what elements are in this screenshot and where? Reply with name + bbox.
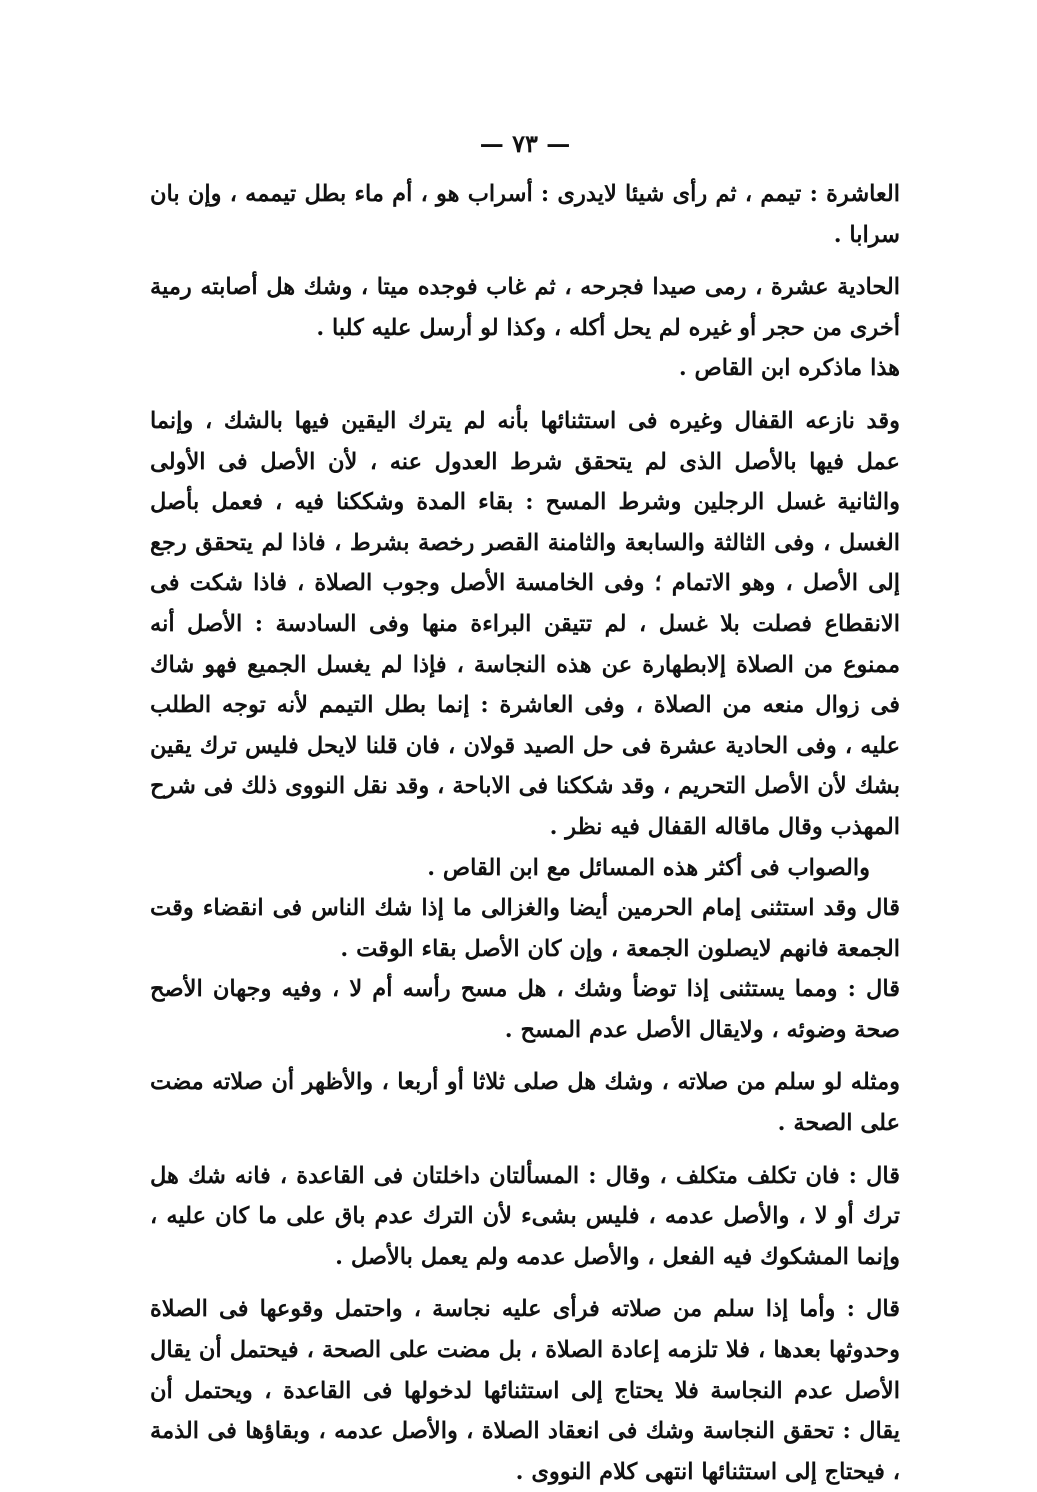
page-number: — ٧٣ — bbox=[479, 129, 571, 158]
paragraph-eleventh-case: الحادية عشرة ، رمى صيدا فجرحه ، ثم غاب فوجده ميتا ، وشك هل أصابته رمية أخرى من حجر أو غيره لم يحل أكله ، وكذا لو أرسل عليه كلبا . bbox=[150, 274, 900, 341]
paragraph-two-cases: قال : فان تكلف متكلف ، وقال : المسألتان داخلتان فى القاعدة ، فانه شك هل ترك أو لا ، والأصل عدمه ، فليس بشىء لأن الترك عدم باق على ما كان عليه ، وإنما المشكوك فيه الفعل ، والأصل عدمه ولم يعمل بالأصل . bbox=[150, 1162, 900, 1270]
paragraph-prayer-count-doubt: ومثله لو سلم من صلاته ، وشك هل صلى ثلاثا أو أربعا ، والأظهر أن صلاته مضت على الصحة . bbox=[150, 1069, 900, 1137]
paragraph-qaffal-dispute: وقد نازعه القفال وغيره فى استثنائها بأنه لم يترك اليقين فيها بالشك ، وإنما عمل فيها بالأصل الذى لم يتحقق شرط العدول عنه ، لأن الأصل فى الأولى والثانية غسل الرجلين وشرط المسح : بقاء المدة وشككنا فيه ، فعمل بأصل الغسل ، وفى الثالثة والسابعة والثامنة القصر رخصة بشرط ، فاذا لم يتحقق رجع إلى الأصل ، وهو الاتمام ؛ وفى الخامسة الأصل وجوب الصلاة ، فاذا شكت فى الانقطاع فصلت بلا غسل ، لم تتيقن البراءة منها وفى السادسة : الأصل أنه ممنوع من الصلاة إلابطهارة عن هذه النجاسة ، فإذا لم يغسل الجميع فهو شاك فى زوال منعه من الصلاة ، وفى العاشرة : إنما بطل التيمم لأنه توجه الطلب عليه ، وفى الحادية عشرة فى حل الصيد قولان ، فان قلنا لايحل فليس ترك يقين بشك لأن الأصل التحريم ، وقد شككنا فى الاباحة ، وقد نقل النووى ذلك فى شرح المهذب وقال ماقاله القفال فيه نظر . bbox=[150, 407, 900, 840]
paragraph-friday-prayer: قال وقد استثنى إمام الحرمين أيضا والغزالى ما إذا شك الناس فى انقضاء وقت الجمعة فانهم لايصلون الجمعة ، وإن كان الأصل بقاء الوقت . bbox=[150, 895, 900, 962]
paragraph-wudu-doubt: قال : ومما يستثنى إذا توضأ وشك ، هل مسح رأسه أم لا ، وفيه وجهان الأصح صحة وضوئه ، ولايقال الأصل عدم المسح . bbox=[150, 976, 900, 1043]
paragraph-tenth-case: العاشرة : تيمم ، ثم رأى شيئا لايدرى : أسراب هو ، أم ماء بطل تيممه ، وإن بان سرابا . bbox=[150, 181, 900, 248]
paragraph-ibn-alqass-note: هذا ماذكره ابن القاص . bbox=[678, 355, 900, 382]
paragraph-impurity-after-prayer: قال : وأما إذا سلم من صلاته فرأى عليه نجاسة ، واحتمل وقوعها فى الصلاة وحدوثها بعدها ، فلا تلزمه إعادة الصلاة ، بل مضت على الصحة ، فيحتمل أن يقال الأصل عدم النجاسة فلا يحتاج إلى استثنائها لدخولها فى القاعدة ، ويحتمل أن يقال : تحقق النجاسة وشك فى انعقاد الصلاة ، والأصل عدمه ، وبقاؤها فى الذمة ، فيحتاج إلى استثنائها انتهى كلام النووى . bbox=[150, 1296, 900, 1485]
document-page bbox=[150, 128, 900, 1492]
paragraph-correct-view: والصواب فى أكثر هذه المسائل مع ابن القاص . bbox=[427, 854, 870, 881]
